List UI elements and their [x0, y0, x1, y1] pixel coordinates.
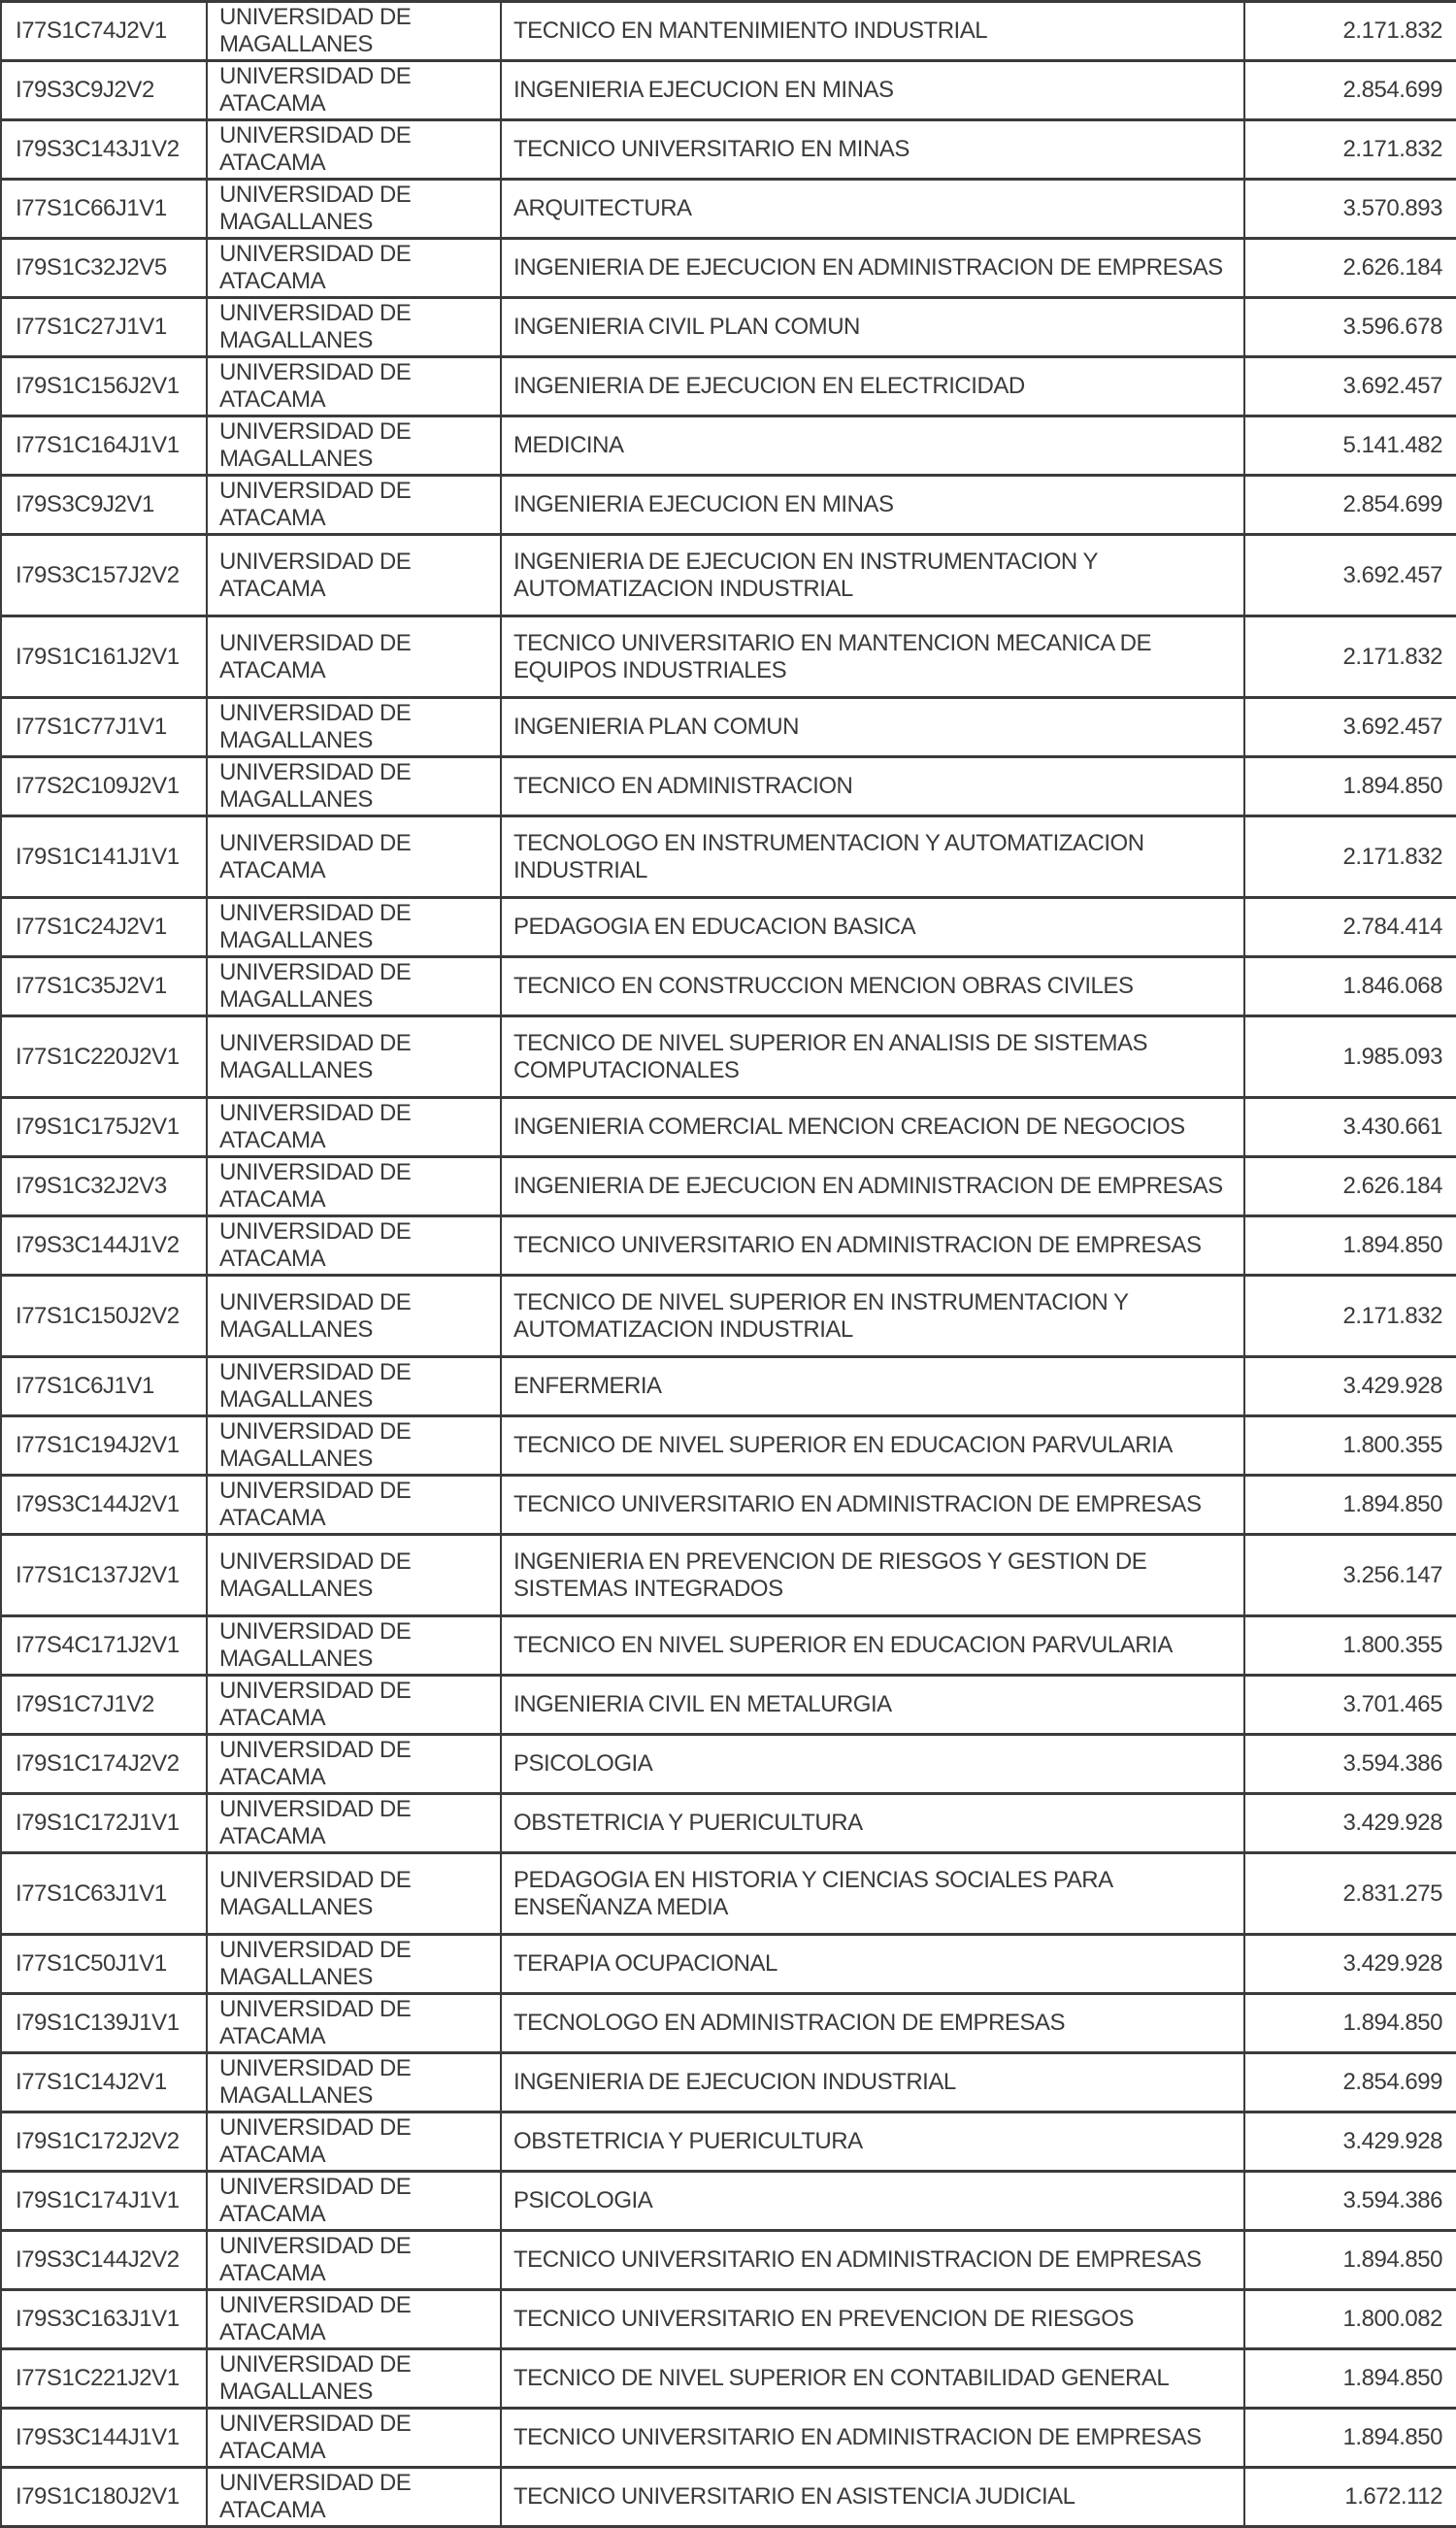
university-cell: UNIVERSIDAD DE MAGALLANES: [207, 698, 501, 757]
table-row: [1, 61, 1456, 120]
university-cell: UNIVERSIDAD DE ATACAMA: [207, 2409, 501, 2468]
university-cell: UNIVERSIDAD DE ATACAMA: [207, 61, 501, 120]
program-name-cell: PEDAGOGIA EN HISTORIA Y CIENCIAS SOCIALES PARA ENSEÑANZA MEDIA: [501, 1853, 1244, 1935]
table-row: [1, 616, 1456, 698]
tuition-value-cell: 2.171.832: [1244, 816, 1456, 898]
program-code-cell: I77S1C63J1V1: [1, 1853, 207, 1935]
tuition-value-cell: 3.594.386: [1244, 1735, 1456, 1794]
tuition-value-cell: 2.171.832: [1244, 2, 1456, 61]
program-name-cell: OBSTETRICIA Y PUERICULTURA: [501, 1794, 1244, 1853]
university-cell: UNIVERSIDAD DE MAGALLANES: [207, 298, 501, 357]
university-cell: UNIVERSIDAD DE ATACAMA: [207, 1216, 501, 1276]
tuition-value-cell: 2.854.699: [1244, 61, 1456, 120]
tuition-value-cell: 2.171.832: [1244, 120, 1456, 180]
program-code-cell: I79S1C161J2V1: [1, 616, 207, 698]
tuition-value-cell: 3.429.928: [1244, 1794, 1456, 1853]
table-row: [1, 698, 1456, 757]
tuition-value-cell: 1.894.850: [1244, 2231, 1456, 2290]
program-name-cell: TECNICO UNIVERSITARIO EN MINAS: [501, 120, 1244, 180]
program-name-cell: TECNICO UNIVERSITARIO EN ADMINISTRACION DE EMPRESAS: [501, 1216, 1244, 1276]
tuition-value-cell: 3.701.465: [1244, 1676, 1456, 1735]
program-name-cell: INGENIERIA EJECUCION EN MINAS: [501, 476, 1244, 535]
program-name-cell: INGENIERIA DE EJECUCION EN ADMINISTRACION DE EMPRESAS: [501, 1157, 1244, 1216]
table-row: [1, 1357, 1456, 1416]
program-code-cell: I77S1C77J1V1: [1, 698, 207, 757]
table-row: [1, 2468, 1456, 2527]
table-row: [1, 1016, 1456, 1098]
table-row: [1, 1853, 1456, 1935]
university-cell: UNIVERSIDAD DE ATACAMA: [207, 1157, 501, 1216]
program-name-cell: INGENIERIA EN PREVENCION DE RIESGOS Y GESTION DE SISTEMAS INTEGRADOS: [501, 1535, 1244, 1616]
tuition-value-cell: 3.594.386: [1244, 2172, 1456, 2231]
table-row: [1, 239, 1456, 298]
tuition-value-cell: 1.985.093: [1244, 1016, 1456, 1098]
university-cell: UNIVERSIDAD DE ATACAMA: [207, 2468, 501, 2527]
program-name-cell: INGENIERIA DE EJECUCION EN ADMINISTRACION DE EMPRESAS: [501, 239, 1244, 298]
program-code-cell: I79S1C172J2V2: [1, 2112, 207, 2172]
program-code-cell: I77S1C150J2V2: [1, 1276, 207, 1357]
tuition-value-cell: 2.626.184: [1244, 1157, 1456, 1216]
program-name-cell: TECNICO DE NIVEL SUPERIOR EN ANALISIS DE SISTEMAS COMPUTACIONALES: [501, 1016, 1244, 1098]
program-code-cell: I77S1C66J1V1: [1, 180, 207, 239]
tuition-value-cell: 1.894.850: [1244, 1476, 1456, 1535]
tuition-value-cell: 1.894.850: [1244, 2409, 1456, 2468]
program-name-cell: TECNICO UNIVERSITARIO EN MANTENCION MECANICA DE EQUIPOS INDUSTRIALES: [501, 616, 1244, 698]
program-code-cell: I77S1C164J1V1: [1, 416, 207, 476]
university-cell: UNIVERSIDAD DE MAGALLANES: [207, 416, 501, 476]
table-row: [1, 2290, 1456, 2349]
program-code-cell: I79S3C163J1V1: [1, 2290, 207, 2349]
program-name-cell: TERAPIA OCUPACIONAL: [501, 1935, 1244, 1994]
university-cell: UNIVERSIDAD DE MAGALLANES: [207, 1616, 501, 1676]
tuition-value-cell: 1.894.850: [1244, 1994, 1456, 2053]
university-cell: UNIVERSIDAD DE MAGALLANES: [207, 957, 501, 1016]
university-cell: UNIVERSIDAD DE ATACAMA: [207, 2112, 501, 2172]
program-code-cell: I79S3C143J1V2: [1, 120, 207, 180]
program-code-cell: I79S1C141J1V1: [1, 816, 207, 898]
tuition-value-cell: 3.692.457: [1244, 357, 1456, 416]
tuition-value-cell: 3.256.147: [1244, 1535, 1456, 1616]
program-name-cell: OBSTETRICIA Y PUERICULTURA: [501, 2112, 1244, 2172]
tuition-value-cell: 2.626.184: [1244, 239, 1456, 298]
program-name-cell: TECNICO UNIVERSITARIO EN ASISTENCIA JUDICIAL: [501, 2468, 1244, 2527]
university-cell: UNIVERSIDAD DE ATACAMA: [207, 616, 501, 698]
program-code-cell: I79S1C180J2V1: [1, 2468, 207, 2527]
program-name-cell: INGENIERIA CIVIL PLAN COMUN: [501, 298, 1244, 357]
program-code-cell: I79S3C9J2V2: [1, 61, 207, 120]
university-cell: UNIVERSIDAD DE ATACAMA: [207, 1476, 501, 1535]
program-name-cell: MEDICINA: [501, 416, 1244, 476]
program-name-cell: PEDAGOGIA EN EDUCACION BASICA: [501, 898, 1244, 957]
program-name-cell: TECNOLOGO EN INSTRUMENTACION Y AUTOMATIZACION INDUSTRIAL: [501, 816, 1244, 898]
table-row: [1, 757, 1456, 816]
program-code-cell: I79S3C144J2V1: [1, 1476, 207, 1535]
tuition-value-cell: 3.429.928: [1244, 2112, 1456, 2172]
program-name-cell: INGENIERIA EJECUCION EN MINAS: [501, 61, 1244, 120]
tuition-value-cell: 2.831.275: [1244, 1853, 1456, 1935]
program-name-cell: INGENIERIA DE EJECUCION EN INSTRUMENTACION Y AUTOMATIZACION INDUSTRIAL: [501, 535, 1244, 616]
university-cell: UNIVERSIDAD DE MAGALLANES: [207, 1535, 501, 1616]
table-row: [1, 1535, 1456, 1616]
university-cell: UNIVERSIDAD DE ATACAMA: [207, 120, 501, 180]
table-row: [1, 298, 1456, 357]
tuition-value-cell: 1.800.355: [1244, 1616, 1456, 1676]
tuition-value-cell: 1.800.082: [1244, 2290, 1456, 2349]
university-cell: UNIVERSIDAD DE MAGALLANES: [207, 1016, 501, 1098]
university-cell: UNIVERSIDAD DE ATACAMA: [207, 476, 501, 535]
table-row: [1, 1476, 1456, 1535]
university-cell: UNIVERSIDAD DE ATACAMA: [207, 535, 501, 616]
program-name-cell: ENFERMERIA: [501, 1357, 1244, 1416]
program-code-cell: I77S4C171J2V1: [1, 1616, 207, 1676]
program-name-cell: TECNICO DE NIVEL SUPERIOR EN INSTRUMENTACION Y AUTOMATIZACION INDUSTRIAL: [501, 1276, 1244, 1357]
program-name-cell: INGENIERIA DE EJECUCION INDUSTRIAL: [501, 2053, 1244, 2112]
table-row: [1, 416, 1456, 476]
program-code-cell: I79S1C7J1V2: [1, 1676, 207, 1735]
university-cell: UNIVERSIDAD DE MAGALLANES: [207, 1416, 501, 1476]
table-row: [1, 2349, 1456, 2409]
university-cell: UNIVERSIDAD DE ATACAMA: [207, 1994, 501, 2053]
table-row: [1, 1794, 1456, 1853]
table-row: [1, 120, 1456, 180]
program-code-cell: I79S1C175J2V1: [1, 1098, 207, 1157]
table-row: [1, 2112, 1456, 2172]
tuition-value-cell: 3.429.928: [1244, 1935, 1456, 1994]
program-name-cell: PSICOLOGIA: [501, 1735, 1244, 1794]
program-name-cell: TECNICO DE NIVEL SUPERIOR EN CONTABILIDAD GENERAL: [501, 2349, 1244, 2409]
table-row: [1, 1935, 1456, 1994]
program-code-cell: I79S3C144J1V1: [1, 2409, 207, 2468]
program-code-cell: I79S3C157J2V2: [1, 535, 207, 616]
university-cell: UNIVERSIDAD DE ATACAMA: [207, 816, 501, 898]
program-code-cell: I77S1C35J2V1: [1, 957, 207, 1016]
program-code-cell: I79S3C144J1V2: [1, 1216, 207, 1276]
tuition-value-cell: 2.854.699: [1244, 2053, 1456, 2112]
university-cell: UNIVERSIDAD DE ATACAMA: [207, 239, 501, 298]
table-row: [1, 535, 1456, 616]
program-name-cell: TECNICO UNIVERSITARIO EN ADMINISTRACION DE EMPRESAS: [501, 2409, 1244, 2468]
program-name-cell: TECNICO UNIVERSITARIO EN ADMINISTRACION DE EMPRESAS: [501, 2231, 1244, 2290]
table-row: [1, 180, 1456, 239]
program-code-cell: I77S1C27J1V1: [1, 298, 207, 357]
university-cell: UNIVERSIDAD DE MAGALLANES: [207, 1357, 501, 1416]
program-code-cell: I79S3C9J2V1: [1, 476, 207, 535]
university-cell: UNIVERSIDAD DE ATACAMA: [207, 2172, 501, 2231]
program-name-cell: PSICOLOGIA: [501, 2172, 1244, 2231]
tuition-value-cell: 1.846.068: [1244, 957, 1456, 1016]
table-row: [1, 898, 1456, 957]
program-code-cell: I77S1C220J2V1: [1, 1016, 207, 1098]
program-name-cell: TECNOLOGO EN ADMINISTRACION DE EMPRESAS: [501, 1994, 1244, 2053]
table-row: [1, 1276, 1456, 1357]
university-cell: UNIVERSIDAD DE ATACAMA: [207, 357, 501, 416]
program-name-cell: INGENIERIA COMERCIAL MENCION CREACION DE NEGOCIOS: [501, 1098, 1244, 1157]
table-row: [1, 1676, 1456, 1735]
program-code-cell: I79S1C32J2V3: [1, 1157, 207, 1216]
university-cell: UNIVERSIDAD DE ATACAMA: [207, 2231, 501, 2290]
tuition-value-cell: 3.429.928: [1244, 1357, 1456, 1416]
program-code-cell: I77S1C137J2V1: [1, 1535, 207, 1616]
tuition-value-cell: 3.692.457: [1244, 698, 1456, 757]
university-cell: UNIVERSIDAD DE ATACAMA: [207, 1735, 501, 1794]
tuition-value-cell: 3.570.893: [1244, 180, 1456, 239]
university-cell: UNIVERSIDAD DE MAGALLANES: [207, 898, 501, 957]
program-name-cell: INGENIERIA PLAN COMUN: [501, 698, 1244, 757]
program-code-cell: I77S1C74J2V1: [1, 2, 207, 61]
university-cell: UNIVERSIDAD DE MAGALLANES: [207, 1276, 501, 1357]
tuition-value-cell: 1.894.850: [1244, 1216, 1456, 1276]
university-cell: UNIVERSIDAD DE MAGALLANES: [207, 757, 501, 816]
program-code-cell: I79S1C156J2V1: [1, 357, 207, 416]
program-code-cell: I77S1C194J2V1: [1, 1416, 207, 1476]
program-name-cell: TECNICO EN NIVEL SUPERIOR EN EDUCACION PARVULARIA: [501, 1616, 1244, 1676]
table-body: [1, 2, 1456, 2527]
university-cell: UNIVERSIDAD DE ATACAMA: [207, 2290, 501, 2349]
program-code-cell: I77S1C221J2V1: [1, 2349, 207, 2409]
program-name-cell: TECNICO UNIVERSITARIO EN ADMINISTRACION DE EMPRESAS: [501, 1476, 1244, 1535]
table-row: [1, 1735, 1456, 1794]
university-cell: UNIVERSIDAD DE MAGALLANES: [207, 1853, 501, 1935]
table-row: [1, 1157, 1456, 1216]
tuition-value-cell: 5.141.482: [1244, 416, 1456, 476]
program-name-cell: ARQUITECTURA: [501, 180, 1244, 239]
program-code-cell: I79S1C174J2V2: [1, 1735, 207, 1794]
tuition-value-cell: 2.784.414: [1244, 898, 1456, 957]
program-code-cell: I79S1C139J1V1: [1, 1994, 207, 2053]
table-row: [1, 476, 1456, 535]
tuition-value-cell: 3.596.678: [1244, 298, 1456, 357]
university-cell: UNIVERSIDAD DE ATACAMA: [207, 1794, 501, 1853]
university-cell: UNIVERSIDAD DE MAGALLANES: [207, 2053, 501, 2112]
program-name-cell: TECNICO DE NIVEL SUPERIOR EN EDUCACION PARVULARIA: [501, 1416, 1244, 1476]
table-row: [1, 2231, 1456, 2290]
table-row: [1, 2, 1456, 61]
program-code-cell: I77S2C109J2V1: [1, 757, 207, 816]
tuition-value-cell: 1.672.112: [1244, 2468, 1456, 2527]
table-row: [1, 1416, 1456, 1476]
university-cell: UNIVERSIDAD DE ATACAMA: [207, 1098, 501, 1157]
table-row: [1, 2053, 1456, 2112]
program-code-cell: I77S1C14J2V1: [1, 2053, 207, 2112]
program-code-cell: I79S1C32J2V5: [1, 239, 207, 298]
tuition-value-cell: 1.894.850: [1244, 2349, 1456, 2409]
program-name-cell: INGENIERIA CIVIL EN METALURGIA: [501, 1676, 1244, 1735]
program-code-cell: I77S1C50J1V1: [1, 1935, 207, 1994]
tuition-value-cell: 2.854.699: [1244, 476, 1456, 535]
program-name-cell: TECNICO EN MANTENIMIENTO INDUSTRIAL: [501, 2, 1244, 61]
university-cell: UNIVERSIDAD DE MAGALLANES: [207, 180, 501, 239]
tuition-value-cell: 3.430.661: [1244, 1098, 1456, 1157]
program-name-cell: INGENIERIA DE EJECUCION EN ELECTRICIDAD: [501, 357, 1244, 416]
table-row: [1, 2172, 1456, 2231]
table-row: [1, 1616, 1456, 1676]
tuition-value-cell: 2.171.832: [1244, 1276, 1456, 1357]
table-row: [1, 957, 1456, 1016]
tuition-value-cell: 3.692.457: [1244, 535, 1456, 616]
program-code-cell: I77S1C24J2V1: [1, 898, 207, 957]
table-row: [1, 357, 1456, 416]
table-row: [1, 1098, 1456, 1157]
university-cell: UNIVERSIDAD DE ATACAMA: [207, 1676, 501, 1735]
table-row: [1, 1994, 1456, 2053]
program-code-cell: I79S1C174J1V1: [1, 2172, 207, 2231]
university-cell: UNIVERSIDAD DE MAGALLANES: [207, 2, 501, 61]
table-row: [1, 816, 1456, 898]
program-code-cell: I79S3C144J2V2: [1, 2231, 207, 2290]
program-name-cell: TECNICO EN CONSTRUCCION MENCION OBRAS CIVILES: [501, 957, 1244, 1016]
university-cell: UNIVERSIDAD DE MAGALLANES: [207, 2349, 501, 2409]
program-name-cell: TECNICO EN ADMINISTRACION: [501, 757, 1244, 816]
table-row: [1, 1216, 1456, 1276]
program-code-cell: I79S1C172J1V1: [1, 1794, 207, 1853]
tuition-value-cell: 1.800.355: [1244, 1416, 1456, 1476]
tuition-value-cell: 1.894.850: [1244, 757, 1456, 816]
table-row: [1, 2409, 1456, 2468]
program-name-cell: TECNICO UNIVERSITARIO EN PREVENCION DE RIESGOS: [501, 2290, 1244, 2349]
university-cell: UNIVERSIDAD DE MAGALLANES: [207, 1935, 501, 1994]
program-code-cell: I77S1C6J1V1: [1, 1357, 207, 1416]
tuition-value-cell: 2.171.832: [1244, 616, 1456, 698]
